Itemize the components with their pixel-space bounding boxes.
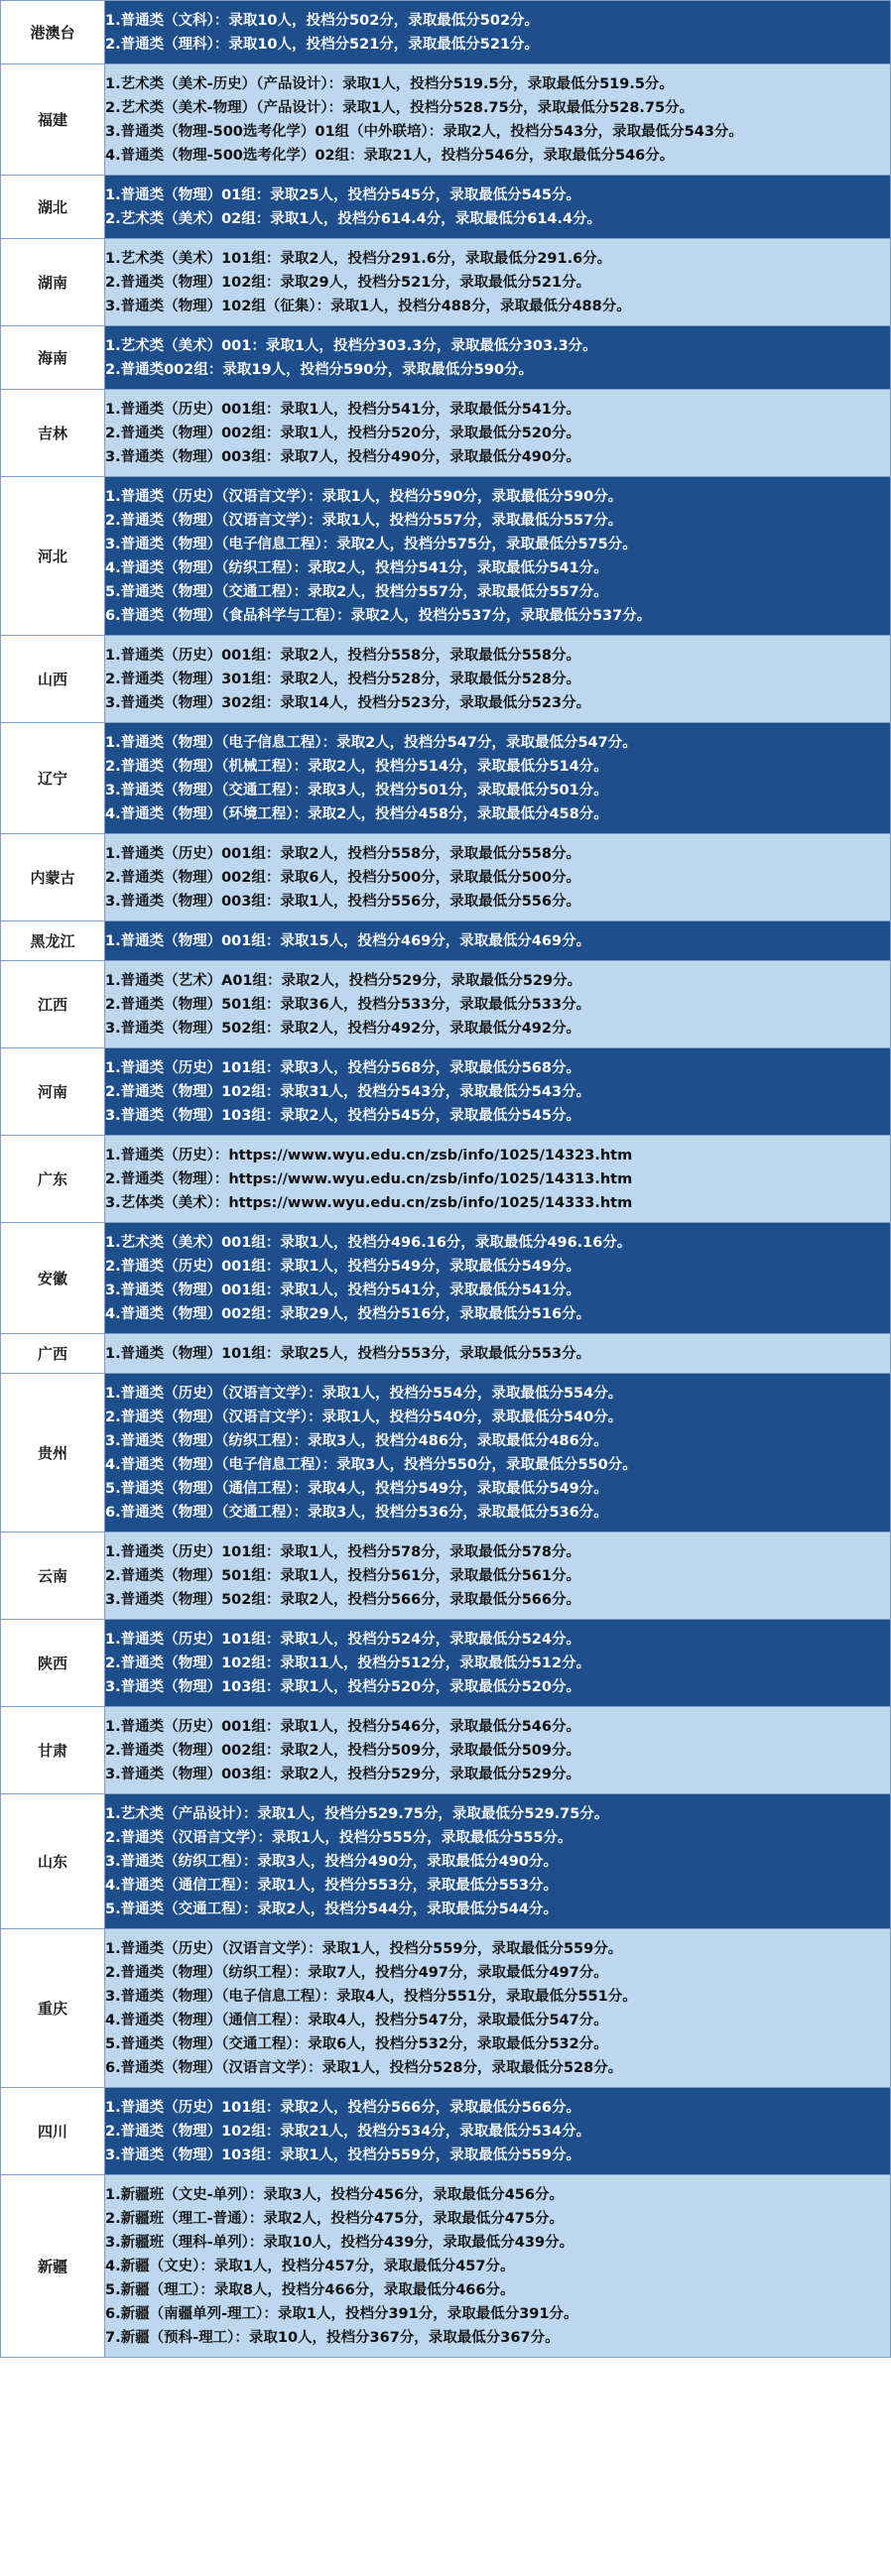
admission-line: 1.普通类（历史）（汉语言文学）：录取1人，投档分559分，录取最低分559分。 [105, 1940, 623, 1957]
admission-line: 2.普通类（物理）501组：录取1人，投档分561分，录取最低分561分。 [105, 1567, 580, 1584]
province-cell: 山东 [1, 1794, 105, 1929]
table-row [1, 239, 891, 326]
table-row [1, 636, 891, 723]
admission-line: 2.普通类（物理）102组：录取29人，投档分521分，录取最低分521分。 [105, 274, 591, 291]
admission-line: 2.普通类（物理）：https://www.wyu.edu.cn/zsb/info/1025/14313.htm [105, 1170, 633, 1187]
admission-line: 5.新疆（理工）：录取8人，投档分466分，录取最低分466分。 [105, 2281, 515, 2298]
admission-line: 4.普通类（物理）（环境工程）：录取2人，投档分458分，录取最低分458分。 [105, 805, 608, 822]
admission-line: 1.普通类（文科）：录取10人，投档分502分，录取最低分502分。 [105, 12, 540, 29]
admission-line: 2.普通类（物理）002组：录取1人，投档分520分，录取最低分520分。 [105, 425, 580, 441]
admission-line: 2.普通类（物理）（机械工程）：录取2人，投档分514分，录取最低分514分。 [105, 758, 608, 775]
admission-line: 4.普通类（物理）（通信工程）：录取4人，投档分547分，录取最低分547分。 [105, 2012, 608, 2028]
admission-line: 3.新疆班（理科-单列）：录取10人，投档分439分，录取最低分439分。 [105, 2234, 574, 2251]
admission-line: 3.普通类（物理）302组：录取14人，投档分523分，录取最低分523分。 [105, 694, 591, 711]
admission-line: 6.普通类（物理）（汉语言文学）：录取1人，投档分528分，录取最低分528分。 [105, 2059, 623, 2076]
admission-line: 1.普通类（物理）101组：录取25人，投档分553分，录取最低分553分。 [105, 1345, 591, 1362]
province-cell: 港澳台 [1, 1, 105, 64]
admission-details-cell [105, 477, 891, 636]
admission-line: 1.普通类（历史）001组：录取2人，投档分558分，录取最低分558分。 [105, 647, 580, 664]
admission-line: 1.普通类（物理）01组：录取25人，投档分545分，录取最低分545分。 [105, 186, 580, 203]
admission-line: 5.普通类（物理）（交通工程）：录取2人，投档分557分，录取最低分557分。 [105, 583, 608, 600]
admission-line: 1.普通类（艺术）A01组：录取2人，投档分529分，录取最低分529分。 [105, 972, 582, 989]
table-row [1, 723, 891, 834]
table-row [1, 1334, 891, 1374]
admission-details-cell [105, 1, 891, 64]
admission-details-cell [105, 723, 891, 834]
province-cell: 辽宁 [1, 723, 105, 834]
table-row [1, 326, 891, 390]
admission-line: 4.普通类（物理）002组：录取29人，投档分516分，录取最低分516分。 [105, 1305, 591, 1322]
admission-line: 2.普通类（汉语言文学）：录取1人，投档分555分，录取最低分555分。 [105, 1829, 573, 1846]
table-row [1, 1048, 891, 1136]
province-cell: 江西 [1, 961, 105, 1048]
province-cell: 新疆 [1, 2175, 105, 2358]
table-row [1, 1929, 891, 2088]
admission-line: 1.普通类（历史）（汉语言文学）：录取1人，投档分590分，录取最低分590分。 [105, 488, 623, 505]
admission-line: 1.普通类（物理）（电子信息工程）：录取2人，投档分547分，录取最低分547分。 [105, 734, 637, 751]
admission-line: 3.普通类（物理）（电子信息工程）：录取4人，投档分551分，录取最低分551分。 [105, 1988, 637, 2005]
admission-line: 3.普通类（物理）（交通工程）：录取3人，投档分501分，录取最低分501分。 [105, 782, 608, 798]
admission-details-cell [105, 1334, 891, 1374]
admission-line: 3.普通类（物理）103组：录取1人，投档分520分，录取最低分520分。 [105, 1678, 580, 1695]
admission-details-cell [105, 1794, 891, 1929]
admission-line: 1.普通类（历史）：https://www.wyu.edu.cn/zsb/info/1025/14323.htm [105, 1147, 633, 1164]
province-cell: 河北 [1, 477, 105, 636]
admission-line: 3.普通类（物理-500选考化学）01组（中外联培）：录取2人，投档分543分，录取最低分543分。 [105, 123, 743, 140]
admission-line: 2.普通类（物理）102组：录取21人，投档分534分，录取最低分534分。 [105, 2123, 591, 2140]
admission-line: 3.普通类（物理）102组（征集）：录取1人，投档分488分，录取最低分488分。 [105, 298, 631, 314]
admission-line: 1.普通类（物理）001组：录取15人，投档分469分，录取最低分469分。 [105, 932, 591, 949]
admission-line: 3.普通类（物理）001组：录取1人，投档分541分，录取最低分541分。 [105, 1282, 580, 1298]
admission-line: 3.普通类（物理）502组：录取2人，投档分566分，录取最低分566分。 [105, 1591, 580, 1608]
admission-line: 2.普通类002组：录取19人，投档分590分，录取最低分590分。 [105, 361, 534, 378]
province-cell: 四川 [1, 2088, 105, 2175]
province-cell: 海南 [1, 326, 105, 390]
admission-details-cell [105, 1533, 891, 1620]
admission-details-cell [105, 1620, 891, 1707]
table-row [1, 1, 891, 64]
admission-line: 1.普通类（历史）101组：录取1人，投档分524分，录取最低分524分。 [105, 1631, 580, 1648]
province-cell: 陕西 [1, 1620, 105, 1707]
admission-line: 1.艺术类（产品设计）：录取1人，投档分529.75分，录取最低分529.75分。 [105, 1805, 609, 1822]
admission-line: 5.普通类（物理）（交通工程）：录取6人，投档分532分，录取最低分532分。 [105, 2035, 608, 2052]
admission-line: 3.普通类（物理）103组：录取1人，投档分559分，录取最低分559分。 [105, 2147, 580, 2163]
admission-line: 5.普通类（物理）（通信工程）：录取4人，投档分549分，录取最低分549分。 [105, 1480, 608, 1497]
table-row [1, 961, 891, 1048]
admission-line: 3.艺体类（美术）：https://www.wyu.edu.cn/zsb/info/1025/14333.htm [105, 1194, 633, 1211]
admission-line: 2.普通类（物理）102组：录取11人，投档分512分，录取最低分512分。 [105, 1655, 591, 1671]
province-cell: 重庆 [1, 1929, 105, 2088]
admission-details-cell [105, 390, 891, 477]
admission-line: 2.普通类（物理）（汉语言文学）：录取1人，投档分557分，录取最低分557分。 [105, 512, 623, 529]
admission-details-cell [105, 239, 891, 326]
table-row [1, 2088, 891, 2175]
province-cell: 广西 [1, 1334, 105, 1374]
admission-details-cell [105, 64, 891, 176]
admission-line: 2.普通类（物理）（纺织工程）：录取7人，投档分497分，录取最低分497分。 [105, 1964, 608, 1981]
province-cell: 福建 [1, 64, 105, 176]
table-row [1, 1223, 891, 1334]
admission-line: 3.普通类（纺织工程）：录取3人，投档分490分，录取最低分490分。 [105, 1853, 558, 1870]
table-row [1, 477, 891, 636]
admission-details-cell [105, 1048, 891, 1136]
admission-line: 4.普通类（物理）（电子信息工程）：录取3人，投档分550分，录取最低分550分。 [105, 1456, 637, 1473]
province-cell: 甘肃 [1, 1707, 105, 1794]
admission-details-cell [105, 636, 891, 723]
admission-line: 4.普通类（通信工程）：录取1人，投档分553分，录取最低分553分。 [105, 1877, 558, 1894]
province-cell: 贵州 [1, 1374, 105, 1533]
admission-line: 1.普通类（历史）001组：录取1人，投档分546分，录取最低分546分。 [105, 1718, 580, 1735]
table-row [1, 176, 891, 239]
province-cell: 安徽 [1, 1223, 105, 1334]
admission-line: 4.新疆（文史）：录取1人，投档分457分，录取最低分457分。 [105, 2258, 515, 2274]
admission-line: 1.艺术类（美术）001：录取1人，投档分303.3分，录取最低分303.3分。 [105, 337, 597, 354]
admission-details-cell [105, 176, 891, 239]
admission-line: 1.艺术类（美术-历史）（产品设计）：录取1人，投档分519.5分，录取最低分519.5分。 [105, 75, 674, 92]
admission-line: 1.普通类（历史）（汉语言文学）：录取1人，投档分554分，录取最低分554分。 [105, 1385, 623, 1402]
admission-line: 3.普通类（物理）003组：录取1人，投档分556分，录取最低分556分。 [105, 893, 580, 910]
admission-details-cell [105, 1707, 891, 1794]
admission-line: 1.艺术类（美术）101组：录取2人，投档分291.6分，录取最低分291.6分。 [105, 250, 612, 267]
table-row [1, 1707, 891, 1794]
admission-line: 4.普通类（物理）（纺织工程）：录取2人，投档分541分，录取最低分541分。 [105, 559, 608, 576]
admission-line: 2.普通类（物理）501组：录取36人，投档分533分，录取最低分533分。 [105, 996, 591, 1013]
admission-details-cell [105, 961, 891, 1048]
admission-table-body [1, 1, 891, 2358]
admission-line: 6.普通类（物理）（交通工程）：录取3人，投档分536分，录取最低分536分。 [105, 1504, 608, 1521]
admission-details-cell [105, 2088, 891, 2175]
admission-line: 7.新疆（预科-理工）：录取10人，投档分367分，录取最低分367分。 [105, 2329, 560, 2346]
province-cell: 广东 [1, 1136, 105, 1223]
admission-line: 2.普通类（物理）（汉语言文学）：录取1人，投档分540分，录取最低分540分。 [105, 1409, 623, 1425]
table-row [1, 64, 891, 176]
admission-details-cell [105, 1223, 891, 1334]
admission-line: 6.新疆（南疆单列-理工）：录取1人，投档分391分，录取最低分391分。 [105, 2305, 578, 2322]
admission-line: 3.普通类（物理）003组：录取7人，投档分490分，录取最低分490分。 [105, 448, 580, 465]
admission-line: 4.普通类（物理-500选考化学）02组：录取21人，投档分546分，录取最低分546分。 [105, 147, 675, 164]
province-cell: 山西 [1, 636, 105, 723]
table-row [1, 1136, 891, 1223]
admission-line: 1.普通类（历史）101组：录取3人，投档分568分，录取最低分568分。 [105, 1059, 580, 1076]
province-cell: 云南 [1, 1533, 105, 1620]
admission-line: 1.艺术类（美术）001组：录取1人，投档分496.16分，录取最低分496.16分。 [105, 1234, 632, 1251]
admission-line: 2.普通类（历史）001组：录取1人，投档分549分，录取最低分549分。 [105, 1258, 580, 1275]
admission-line: 1.新疆班（文史-单列）：录取3人，投档分456分，录取最低分456分。 [105, 2186, 564, 2203]
province-cell: 河南 [1, 1048, 105, 1136]
admission-line: 2.新疆班（理工-普通）：录取2人，投档分475分，录取最低分475分。 [105, 2210, 564, 2227]
admission-details-cell [105, 326, 891, 390]
province-cell: 湖北 [1, 176, 105, 239]
province-cell: 湖南 [1, 239, 105, 326]
admission-line: 2.普通类（物理）002组：录取6人，投档分500分，录取最低分500分。 [105, 869, 580, 886]
admission-line: 2.普通类（物理）301组：录取2人，投档分528分，录取最低分528分。 [105, 671, 580, 687]
admission-line: 1.普通类（历史）101组：录取2人，投档分566分，录取最低分566分。 [105, 2099, 580, 2116]
table-row [1, 1794, 891, 1929]
province-cell: 黑龙江 [1, 921, 105, 961]
admission-line: 1.普通类（历史）001组：录取2人，投档分558分，录取最低分558分。 [105, 845, 580, 862]
province-cell: 吉林 [1, 390, 105, 477]
admission-details-cell [105, 921, 891, 961]
admission-line: 2.艺术类（美术-物理）（产品设计）：录取1人，投档分528.75分，录取最低分528.75分。 [105, 99, 695, 116]
admission-details-cell [105, 834, 891, 921]
table-row [1, 921, 891, 961]
admission-line: 3.普通类（物理）（纺织工程）：录取3人，投档分486分，录取最低分486分。 [105, 1432, 608, 1449]
table-row [1, 2175, 891, 2358]
admission-line: 2.普通类（物理）002组：录取2人，投档分509分，录取最低分509分。 [105, 1742, 580, 1759]
admission-line: 3.普通类（物理）003组：录取2人，投档分529分，录取最低分529分。 [105, 1766, 580, 1782]
table-row [1, 834, 891, 921]
province-cell: 内蒙古 [1, 834, 105, 921]
admission-line: 2.普通类（理科）：录取10人，投档分521分，录取最低分521分。 [105, 36, 540, 53]
admission-line: 1.普通类（历史）101组：录取1人，投档分578分，录取最低分578分。 [105, 1543, 580, 1560]
admission-line: 3.普通类（物理）502组：录取2人，投档分492分，录取最低分492分。 [105, 1020, 580, 1037]
admission-details-cell [105, 1929, 891, 2088]
admission-details-cell [105, 2175, 891, 2358]
table-row [1, 1620, 891, 1707]
admission-line: 2.艺术类（美术）02组：录取1人，投档分614.4分，录取最低分614.4分。 [105, 210, 602, 227]
table-row [1, 1533, 891, 1620]
admission-details-cell [105, 1374, 891, 1533]
admission-details-cell [105, 1136, 891, 1223]
admission-line: 6.普通类（物理）（食品科学与工程）：录取2人，投档分537分，录取最低分537分。 [105, 607, 652, 624]
admission-line: 1.普通类（历史）001组：录取1人，投档分541分，录取最低分541分。 [105, 401, 580, 418]
admission-line: 3.普通类（物理）（电子信息工程）：录取2人，投档分575分，录取最低分575分。 [105, 536, 637, 552]
table-row [1, 1374, 891, 1533]
table-row [1, 390, 891, 477]
admission-line: 3.普通类（物理）103组：录取2人，投档分545分，录取最低分545分。 [105, 1107, 580, 1124]
admission-line: 2.普通类（物理）102组：录取31人，投档分543分，录取最低分543分。 [105, 1083, 591, 1100]
admission-line: 5.普通类（交通工程）：录取2人，投档分544分，录取最低分544分。 [105, 1901, 558, 1917]
